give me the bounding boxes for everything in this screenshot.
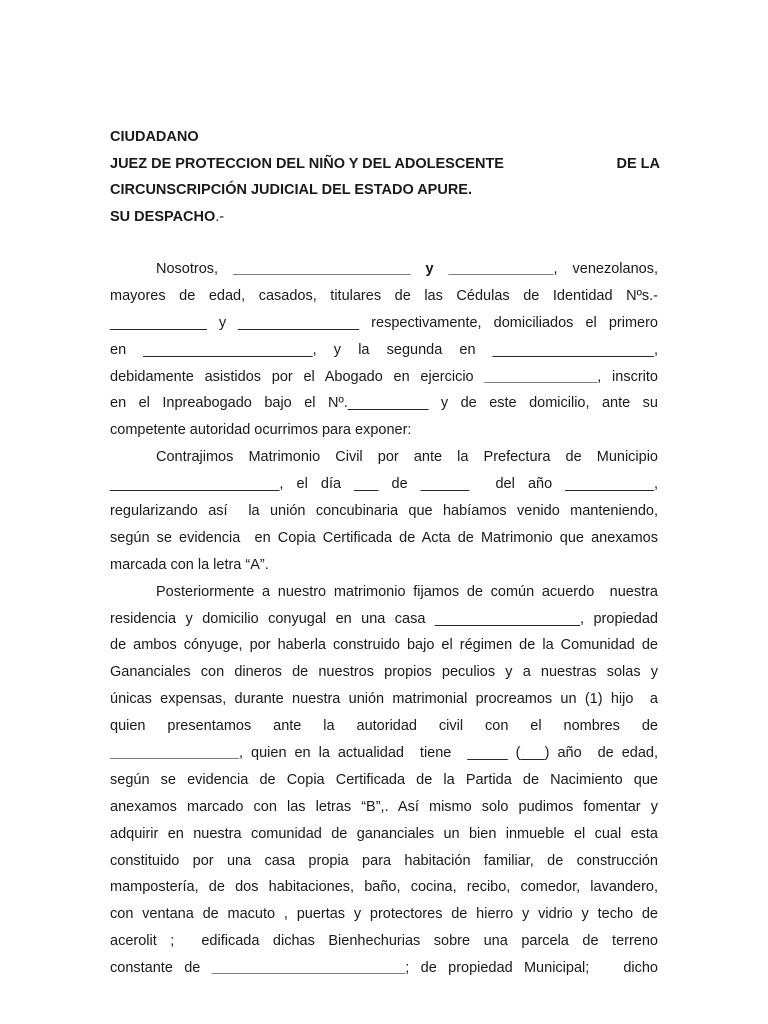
addressee-block (110, 124, 660, 231)
p1-line-1-c: , venezolanos, (553, 261, 658, 277)
p3-line-1: Posteriormente a nuestro matrimonio fijamos de común acuerdo nuestra (156, 583, 658, 600)
p3-line-4: Gananciales con dineros de nuestros propios peculios y a nuestras solas y (110, 664, 658, 681)
p3-line-15-c: ; de propiedad Municipal; dicho (405, 960, 658, 977)
p3-line-11: constituido por una casa propia para habitación familiar, de construcción (110, 852, 658, 869)
p2-line-1: Contrajimos Matrimonio Civil por ante la Prefectura de Municipio (156, 449, 658, 466)
p2-line-2: _____________________, el día ___ de ______ del año ___________, (110, 476, 658, 493)
p3-line-14: acerolit ; edificada dichas Bienhechurias sobre una parcela de terreno (110, 933, 658, 950)
header-line-4 (110, 204, 660, 231)
p3-line-5: únicas expensas, durante nuestra unión matrimonial procreamos un (1) hijo a (110, 691, 658, 708)
p3-line-8: según se evidencia de Copia Certificada de la Partida de Nacimiento que (110, 771, 658, 788)
p1-line-1 (110, 256, 658, 283)
header-line-4-end: .- (215, 209, 225, 226)
p2-line-3: regularizando así la unión concubinaria que habíamos venido manteniendo, (110, 503, 658, 520)
header-line-2 (110, 151, 660, 178)
p3-line-13: con ventana de macuto , puertas y protectores de hierro y vidrio y techo de (110, 906, 658, 923)
header-line-2-main: JUEZ DE PROTECCION DEL NIÑO Y DEL ADOLESCENTE (110, 155, 504, 172)
p3-line-7-b: , quien en la actualidad tiene _____ (___) año de edad, (239, 745, 658, 762)
p1-line-2: mayores de edad, casados, titulares de las Cédulas de Identidad Nºs.- (110, 287, 658, 304)
header-line-4-main: SU DESPACHO (110, 209, 216, 226)
header-line-1: CIUDADANO (110, 129, 199, 145)
p2-line-4: según se evidencia en Copia Certificada de Acta de Matrimonio que anexamos (110, 529, 658, 546)
p3-line-2: residencia y domicilio conyugal en una casa __________________, propiedad (110, 610, 658, 627)
p3-line-6: quien presentamos ante la autoridad civil con el nombres de (110, 718, 658, 735)
p3-line-9: anexamos marcado con las letras “B”,. Así mismo solo pudimos fomentar y (110, 798, 658, 815)
p3-line-3: de ambos cónyuge, por haberla construido bajo el régimen de la Comunidad de (110, 637, 658, 654)
p1-line-3: ____________ y _______________ respectivamente, domiciliados el primero (110, 314, 658, 331)
p3-line-7-blank: ________________ (110, 745, 240, 762)
p3-line-12: mampostería, de dos habitaciones, baño, cocina, recibo, comedor, lavandero, (110, 879, 658, 896)
p2-line-5: marcada con la letra “A”. (110, 556, 269, 573)
p1-line-5-blank: ______________ (484, 368, 598, 385)
p1-line-1-a: Nosotros, (156, 261, 234, 277)
header-line-2-end: DE LA (616, 155, 660, 172)
p3-line-15-a: constante de (110, 960, 212, 977)
p3-line-15 (110, 955, 658, 982)
p1-line-4: en _____________________, y la segunda en ____________________, (110, 341, 658, 358)
p1-line-1-blank: ______________________ y _____________ (233, 261, 554, 277)
p3-line-10: adquirir en nuestra comunidad de gananciales un bien inmueble el cual esta (110, 825, 658, 842)
p1-line-7: competente autoridad ocurrimos para exponer: (110, 422, 412, 439)
header-line-3: CIRCUNSCRIPCIÓN JUDICIAL DEL ESTADO APURE. (110, 182, 472, 199)
p3-line-15-blank: ________________________ (211, 960, 406, 977)
p1-line-6: en el Inpreabogado bajo el Nº.__________ y de este domicilio, ante su (110, 395, 658, 412)
p1-line-5-c: , inscrito (597, 368, 658, 385)
p3-line-7 (110, 740, 658, 767)
p1-line-5 (110, 364, 658, 391)
document-body (110, 256, 658, 982)
p1-line-5-a: debidamente asistidos por el Abogado en ejercicio (110, 368, 485, 385)
